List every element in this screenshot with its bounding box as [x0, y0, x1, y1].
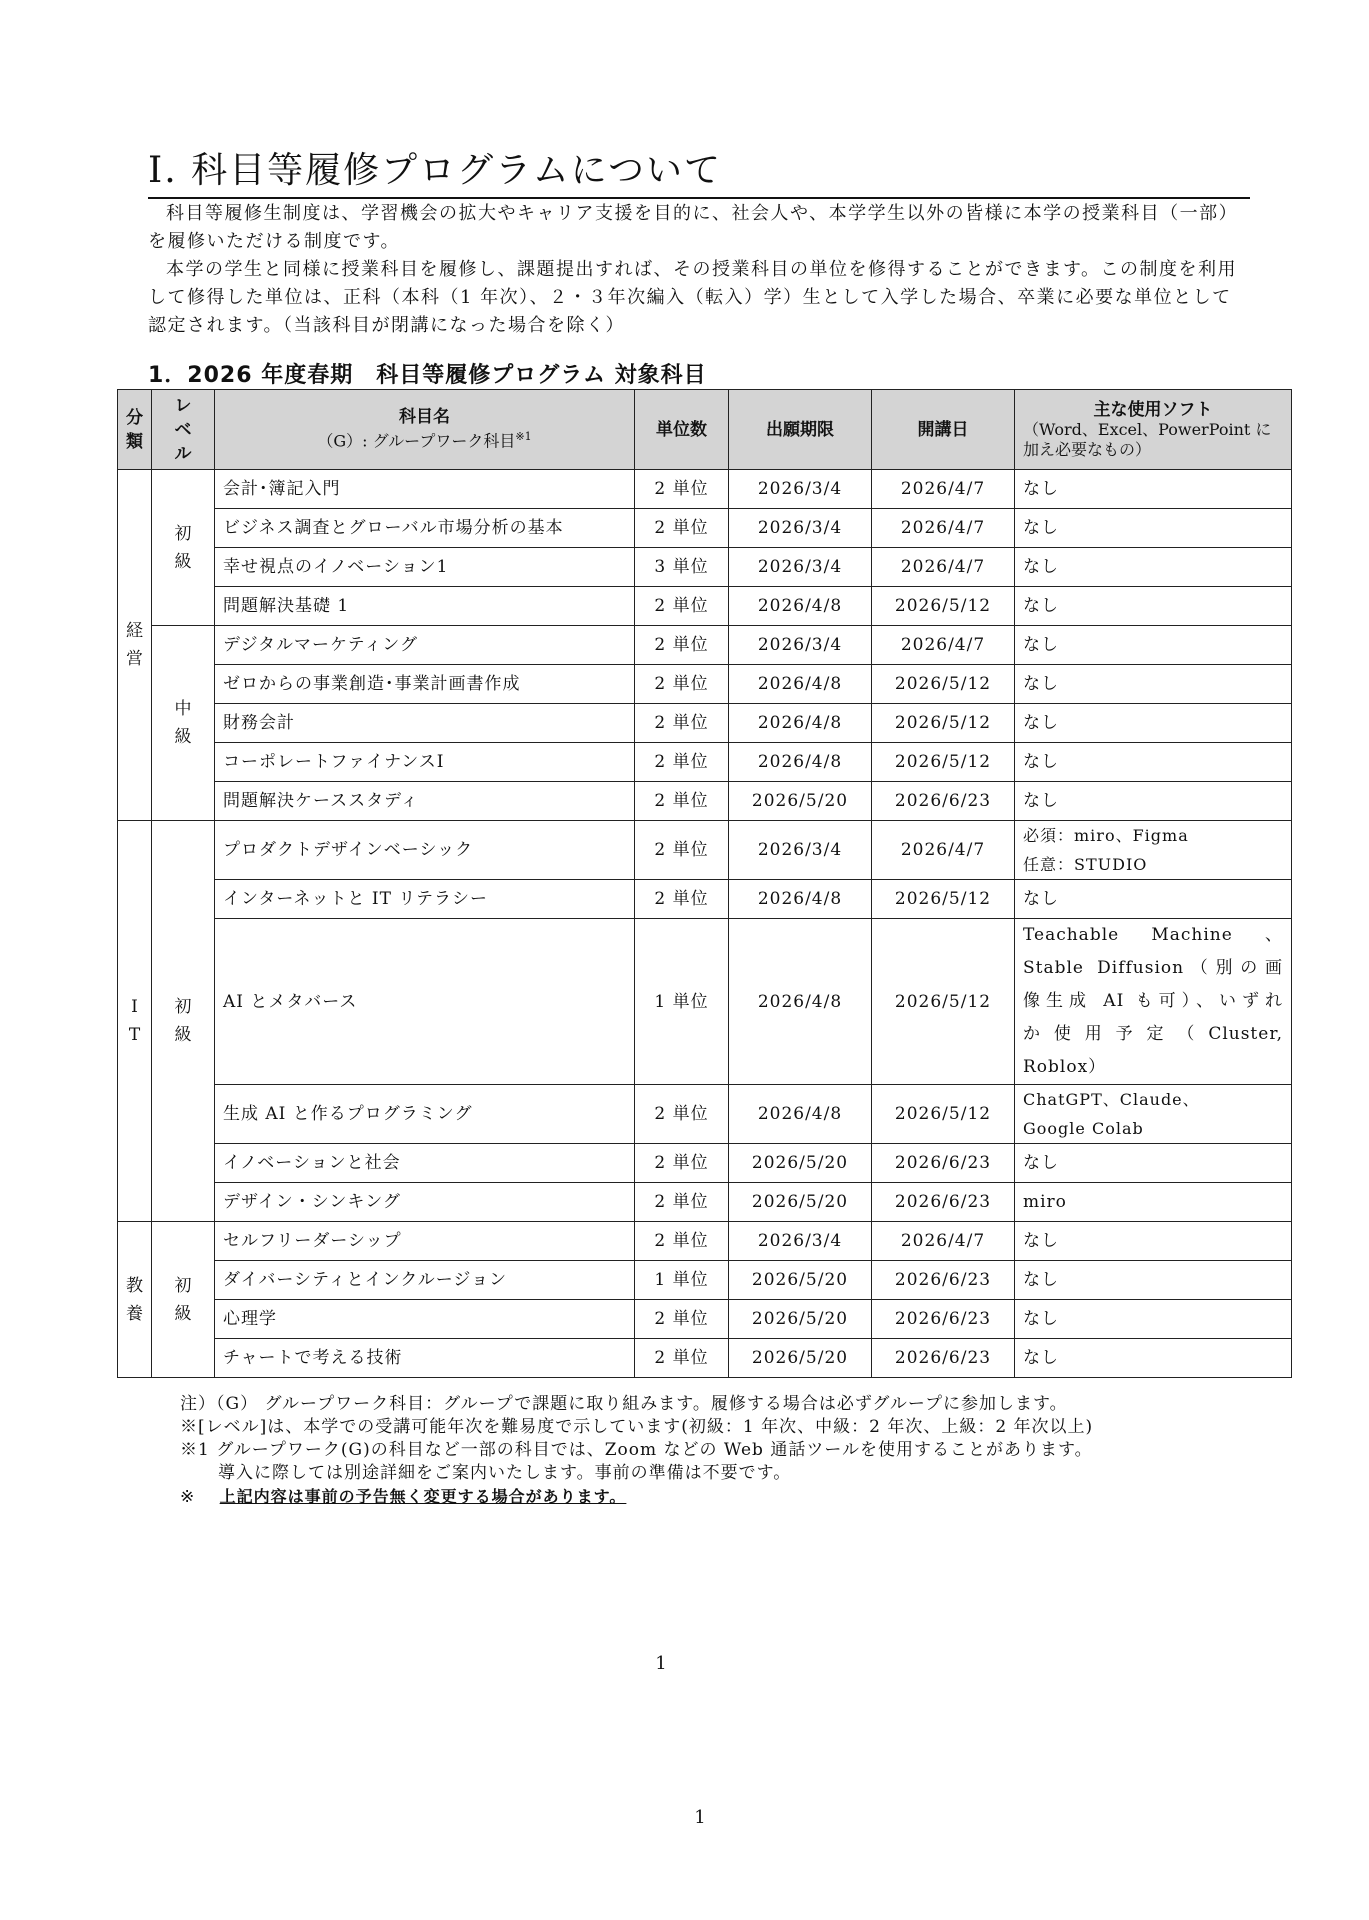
software-cell: なし [1015, 587, 1292, 626]
table-row [118, 1144, 1292, 1183]
course-name-cell: プロダクトデザインベーシック [215, 821, 635, 880]
deadline-cell: 2026/5/20 [729, 1339, 872, 1378]
deadline-cell: 2026/3/4 [729, 548, 872, 587]
credits-cell: 2 単位 [635, 1183, 729, 1222]
warning-text: 上記内容は事前の予告無く変更する場合があります。 [219, 1487, 627, 1506]
level-cell: 初 級 [152, 470, 215, 626]
course-name-cell: 幸せ視点のイノベーション1 [215, 548, 635, 587]
credits-cell: 2 単位 [635, 587, 729, 626]
credits-cell: 2 単位 [635, 509, 729, 548]
footnotes [180, 1393, 1300, 1509]
header-software: 主な使用ソフト （Word、Excel、PowerPoint に加え必要なもの） [1015, 390, 1292, 470]
software-line: ChatGPT、Claude、 [1023, 1090, 1200, 1109]
deadline-cell: 2026/3/4 [729, 1222, 872, 1261]
footnote: ※[レベル]は、本学での受講可能年次を難易度で示しています(初級：1 年次、中級：2 年次、上級：2 年次以上) [180, 1417, 1094, 1437]
deadline-cell: 2026/4/8 [729, 704, 872, 743]
document-title: I. 科目等履修プログラムについて [148, 150, 723, 191]
software-cell: なし [1015, 470, 1292, 509]
course-name-cell: 生成 AI と作るプログラミング [215, 1085, 635, 1144]
page-number: 1 [694, 1807, 706, 1828]
deadline-cell: 2026/4/8 [729, 1085, 872, 1144]
credits-cell: 2 単位 [635, 665, 729, 704]
software-line: 像生成 AI も可）、いずれ [1023, 991, 1283, 1011]
header-course-name: 科目名 （G）: グループワーク科目$^{※1}$ [215, 390, 635, 470]
start-date-cell: 2026/6/23 [872, 1183, 1015, 1222]
table-row [118, 587, 1292, 626]
course-name-cell: インターネットと IT リテラシー [215, 880, 635, 919]
course-table [117, 389, 1292, 1378]
course-name-cell: ダイバーシティとインクルージョン [215, 1261, 635, 1300]
level-cell: 中 級 [152, 626, 215, 821]
deadline-cell: 2026/3/4 [729, 470, 872, 509]
deadline-cell: 2026/4/8 [729, 665, 872, 704]
table-row [118, 1085, 1292, 1144]
header-level: レ ベ ル [152, 390, 215, 470]
course-name-cell: セルフリーダーシップ [215, 1222, 635, 1261]
software-cell: なし [1015, 743, 1292, 782]
credits-cell: 2 単位 [635, 1339, 729, 1378]
table-row [118, 548, 1292, 587]
credits-cell: 3 単位 [635, 548, 729, 587]
credits-cell: 2 単位 [635, 1300, 729, 1339]
software-cell: なし [1015, 509, 1292, 548]
start-date-cell: 2026/4/7 [872, 509, 1015, 548]
section-title: 1．2026 年度春期 科目等履修プログラム 対象科目 [148, 363, 707, 388]
deadline-cell: 2026/4/8 [729, 880, 872, 919]
intro-text [148, 200, 1248, 340]
course-name-cell: 財務会計 [215, 704, 635, 743]
category-cell: I T [118, 821, 152, 1222]
table-row [118, 1261, 1292, 1300]
credits-cell: 1 単位 [635, 1261, 729, 1300]
software-cell: なし [1015, 1339, 1292, 1378]
table-row [118, 470, 1292, 509]
deadline-cell: 2026/3/4 [729, 821, 872, 880]
table-row [118, 1300, 1292, 1339]
table-row [118, 1222, 1292, 1261]
software-cell [1015, 1085, 1292, 1144]
course-name-cell: AI とメタバース [215, 919, 635, 1085]
header-category: 分 類 [118, 390, 152, 470]
software-cell: なし [1015, 1144, 1292, 1183]
warning-note [180, 1485, 1300, 1509]
header-start-date: 開講日 [872, 390, 1015, 470]
software-cell [1015, 919, 1292, 1085]
course-name-cell: デザイン・シンキング [215, 1183, 635, 1222]
category-cell: 教 養 [118, 1222, 152, 1378]
software-cell: なし [1015, 665, 1292, 704]
deadline-cell: 2026/5/20 [729, 1261, 872, 1300]
header-credits: 単位数 [635, 390, 729, 470]
course-name-cell: 心理学 [215, 1300, 635, 1339]
software-line: か 使 用 予 定 （ Cluster, [1023, 1024, 1283, 1044]
start-date-cell: 2026/6/23 [872, 1300, 1015, 1339]
table-row [118, 1183, 1292, 1222]
credits-cell: 2 単位 [635, 821, 729, 880]
start-date-cell: 2026/5/12 [872, 704, 1015, 743]
table-row [118, 743, 1292, 782]
start-date-cell: 2026/5/12 [872, 587, 1015, 626]
table-row [118, 919, 1292, 1085]
start-date-cell: 2026/4/7 [872, 470, 1015, 509]
course-name-cell: チャートで考える技術 [215, 1339, 635, 1378]
start-date-cell: 2026/4/7 [872, 821, 1015, 880]
start-date-cell: 2026/5/12 [872, 1085, 1015, 1144]
deadline-cell: 2026/3/4 [729, 626, 872, 665]
credits-cell: 2 単位 [635, 880, 729, 919]
software-line: 任意：STUDIO [1023, 855, 1148, 874]
start-date-cell: 2026/6/23 [872, 1261, 1015, 1300]
course-name-cell: ゼロからの事業創造･事業計画書作成 [215, 665, 635, 704]
start-date-cell: 2026/5/12 [872, 880, 1015, 919]
start-date-cell: 2026/5/12 [872, 743, 1015, 782]
table-row [118, 1339, 1292, 1378]
deadline-cell: 2026/4/8 [729, 587, 872, 626]
start-date-cell: 2026/5/12 [872, 919, 1015, 1085]
page-number: 1 [655, 1653, 667, 1674]
start-date-cell: 2026/6/23 [872, 782, 1015, 821]
table-row [118, 626, 1292, 665]
software-line: Roblox） [1023, 1057, 1107, 1077]
start-date-cell: 2026/4/7 [872, 626, 1015, 665]
level-cell: 初 級 [152, 821, 215, 1222]
software-line: Teachable Machine 、 [1023, 925, 1283, 945]
course-name-cell: 会計･簿記入門 [215, 470, 635, 509]
level-cell: 初 級 [152, 1222, 215, 1378]
start-date-cell: 2026/6/23 [872, 1144, 1015, 1183]
credits-cell: 2 単位 [635, 782, 729, 821]
course-name-cell: コーポレートファイナンスⅠ [215, 743, 635, 782]
footnote: ※1 グループワーク(G)の科目など一部の科目では、Zoom などの Web 通話ツールを使用することがあります。 [180, 1440, 1093, 1460]
deadline-cell: 2026/3/4 [729, 509, 872, 548]
software-cell [1015, 821, 1292, 880]
footnote: 導入に際しては別途詳細をご案内いたします。事前の準備は不要です。 [218, 1463, 792, 1483]
software-cell: なし [1015, 1222, 1292, 1261]
credits-cell: 2 単位 [635, 704, 729, 743]
table-row [118, 665, 1292, 704]
intro-paragraph: 本学の学生と同様に授業科目を履修し、課題提出すれば、その授業科目の単位を修得することができます。この制度を利用して修得した単位は、正科（本科（1 年次）、２・３年次編入（転入）学）生として入学した場合、卒業に必要な単位として認定されます。（当該科目が閉講になった場合を除く） [148, 259, 1238, 336]
start-date-cell: 2026/4/7 [872, 548, 1015, 587]
software-cell: なし [1015, 880, 1292, 919]
software-line: Stable Diffusion（別の画 [1023, 958, 1283, 978]
table-row [118, 782, 1292, 821]
credits-cell: 1 単位 [635, 919, 729, 1085]
credits-cell: 2 単位 [635, 626, 729, 665]
start-date-cell: 2026/4/7 [872, 1222, 1015, 1261]
credits-cell: 2 単位 [635, 1222, 729, 1261]
title-underline [148, 197, 1250, 199]
software-cell: なし [1015, 1261, 1292, 1300]
header-deadline: 出願期限 [729, 390, 872, 470]
course-name-cell: 問題解決基礎 1 [215, 587, 635, 626]
deadline-cell: 2026/5/20 [729, 1183, 872, 1222]
software-cell: なし [1015, 626, 1292, 665]
category-cell: 経 営 [118, 470, 152, 821]
deadline-cell: 2026/4/8 [729, 919, 872, 1085]
intro-paragraph: 科目等履修生制度は、学習機会の拡大やキャリア支援を目的に、社会人や、本学学生以外の皆様に本学の授業科目（一部）を履修いただける制度です。 [148, 203, 1239, 252]
credits-cell: 2 単位 [635, 1144, 729, 1183]
deadline-cell: 2026/5/20 [729, 1144, 872, 1183]
table-header-row [118, 390, 1292, 470]
start-date-cell: 2026/5/12 [872, 665, 1015, 704]
course-name-cell: イノベーションと社会 [215, 1144, 635, 1183]
software-line: Google Colab [1023, 1119, 1144, 1138]
table-row [118, 704, 1292, 743]
software-cell: miro [1015, 1183, 1292, 1222]
software-line: 必須：miro、Figma [1023, 826, 1189, 845]
table-row [118, 821, 1292, 880]
software-cell: なし [1015, 704, 1292, 743]
deadline-cell: 2026/4/8 [729, 743, 872, 782]
warning-mark: ※ [180, 1487, 196, 1507]
software-cell: なし [1015, 1300, 1292, 1339]
table-row [118, 509, 1292, 548]
credits-cell: 2 単位 [635, 1085, 729, 1144]
credits-cell: 2 単位 [635, 743, 729, 782]
credits-cell: 2 単位 [635, 470, 729, 509]
footnote: 注）（G） グループワーク科目：グループで課題に取り組みます。履修する場合は必ずグループに参加します。 [180, 1394, 1068, 1414]
table-row [118, 880, 1292, 919]
software-cell: なし [1015, 782, 1292, 821]
course-name-cell: 問題解決ケーススタディ [215, 782, 635, 821]
software-cell: なし [1015, 548, 1292, 587]
deadline-cell: 2026/5/20 [729, 1300, 872, 1339]
course-name-cell: ビジネス調査とグローバル市場分析の基本 [215, 509, 635, 548]
course-name-cell: デジタルマーケティング [215, 626, 635, 665]
deadline-cell: 2026/5/20 [729, 782, 872, 821]
course-table-body [118, 470, 1292, 1378]
start-date-cell: 2026/6/23 [872, 1339, 1015, 1378]
